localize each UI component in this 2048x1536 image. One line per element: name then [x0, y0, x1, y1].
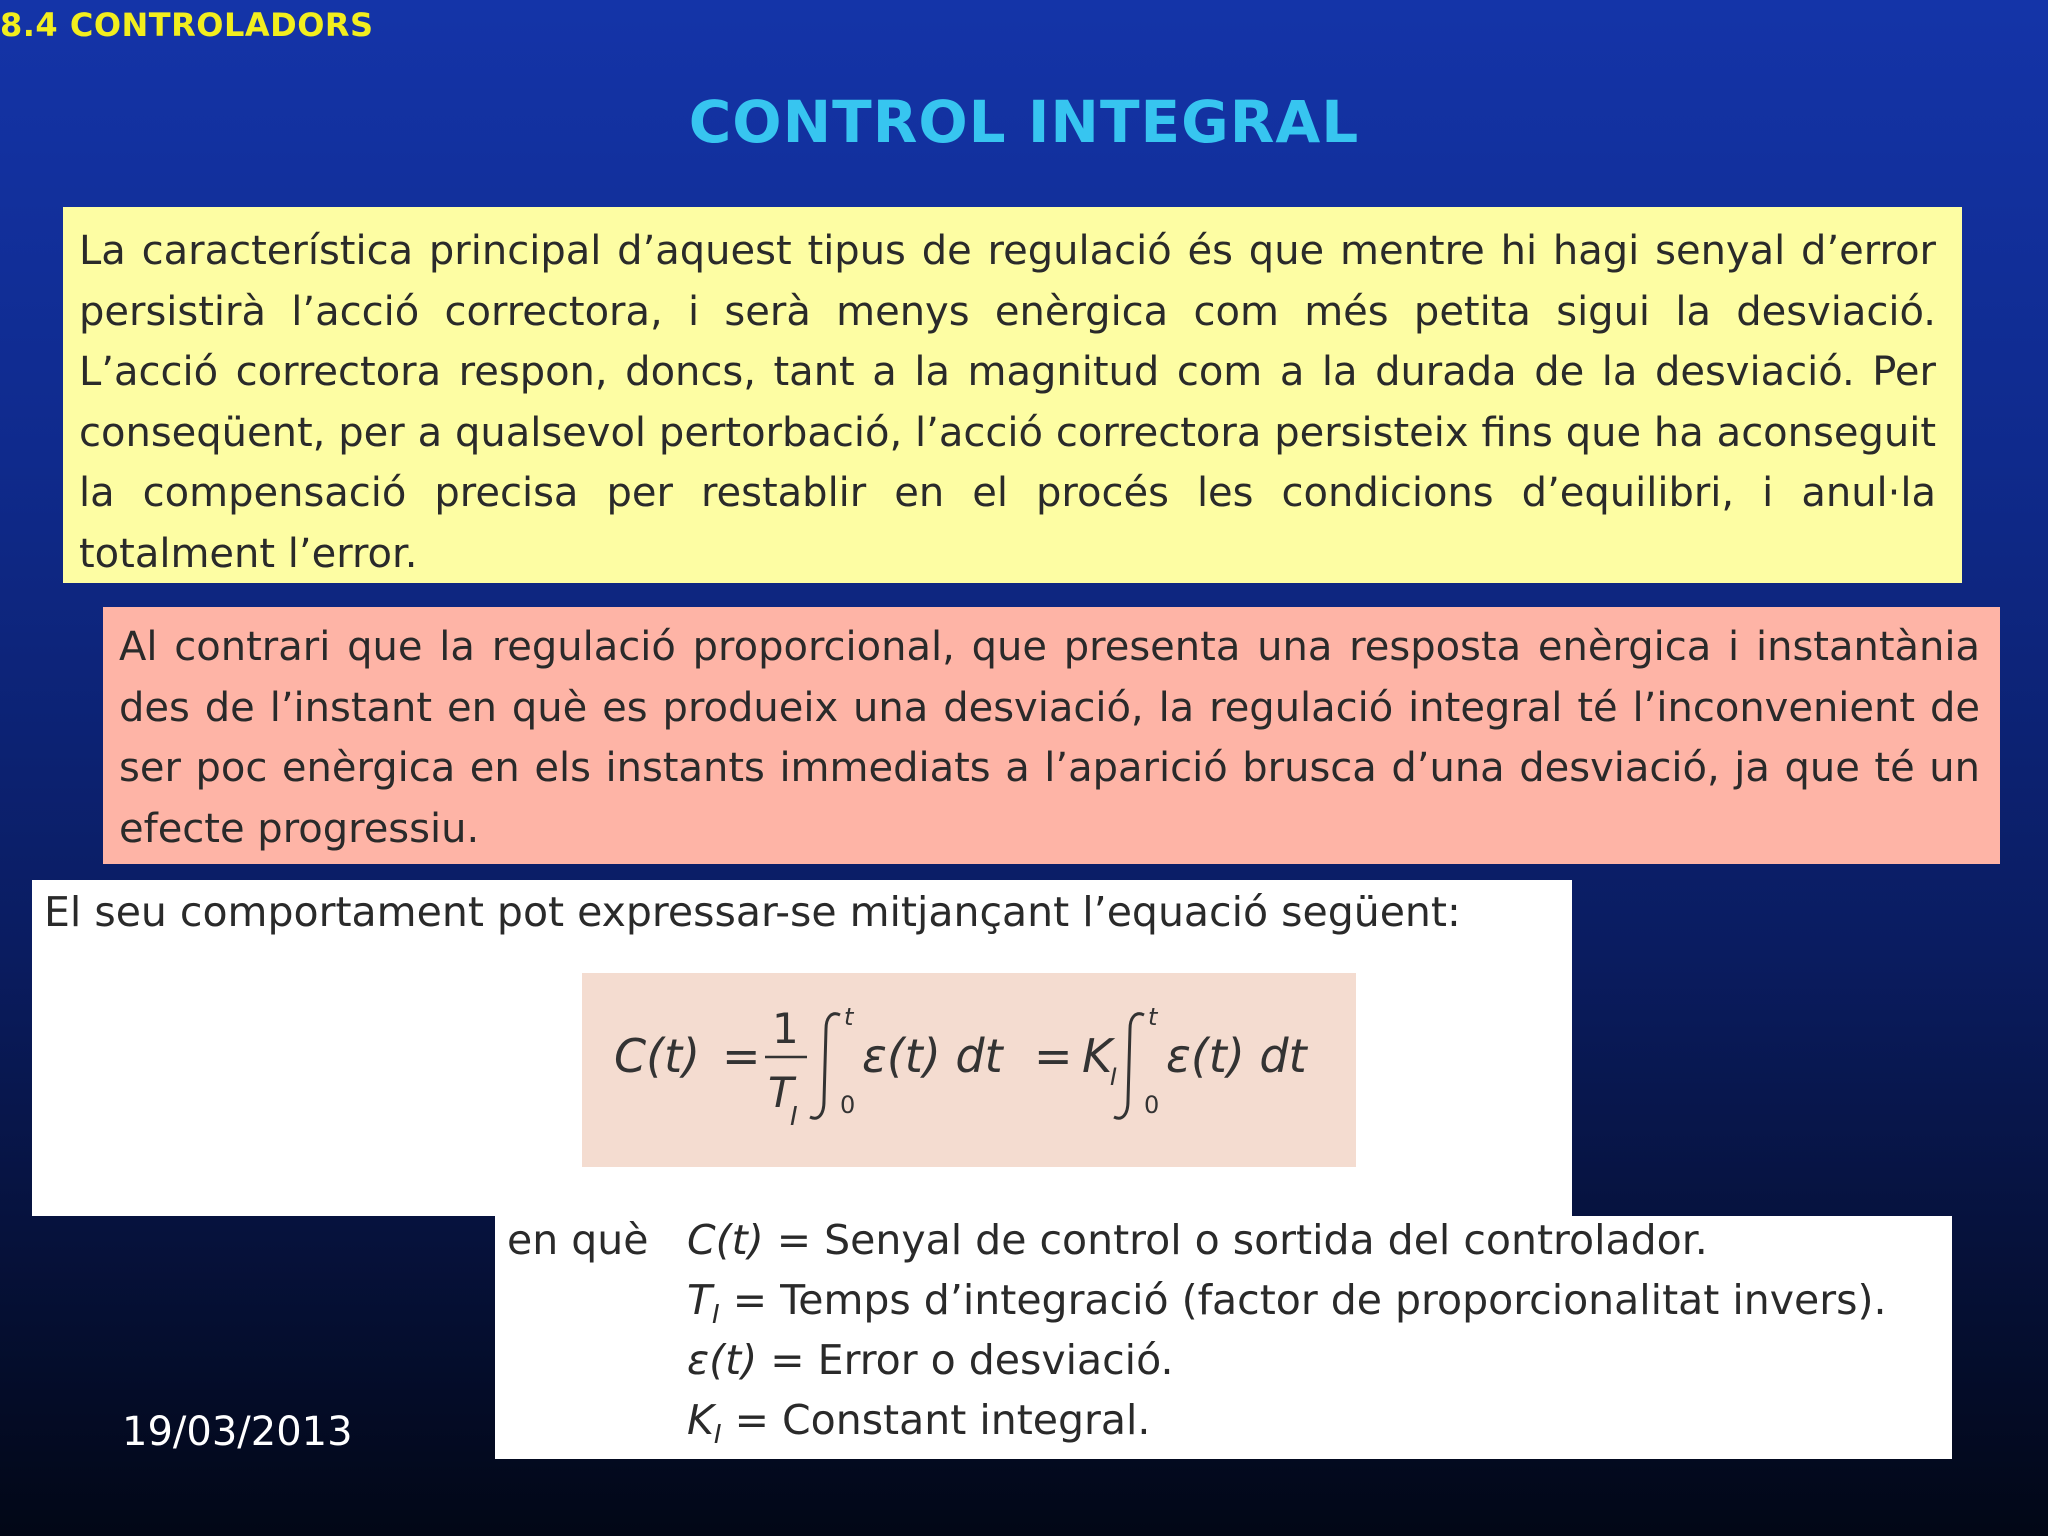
- legend-lead: en què: [507, 1216, 649, 1264]
- fraction-denominator: T: [768, 1068, 794, 1117]
- equation-intro: El seu comportament pot expressar-se mitjançant l’equació següent:: [44, 888, 1461, 936]
- gain-sub: I: [1110, 1063, 1118, 1091]
- integrand-1: ε(t) dt: [862, 1029, 1003, 1083]
- legend-text: = Senyal de control o sortida del controlador.: [776, 1216, 1708, 1264]
- legend-item: [687, 1396, 1150, 1450]
- legend-item: [687, 1336, 1173, 1384]
- integral-sign-1: [810, 1014, 840, 1118]
- legend-text: = Constant integral.: [734, 1396, 1151, 1444]
- equation-box: [582, 973, 1356, 1167]
- legend-symbol-sub: I: [713, 1420, 722, 1451]
- legend-item: [687, 1216, 1708, 1264]
- definition-text: La característica principal d’aquest tipus de regulació és que mentre hi hagi senyal d’error persistirà l’acció correctora, i serà menys enèrgica com més petita sigui la desviació. L’acció correctora respon, doncs, tant a la magnitud com a la durada de la desviació. Per conseqüent, per a qualsevol pertorbació, l’acció correctora persisteix fins que ha aconseguit la compensació precisa per restablir en el procés les condicions d’equilibri, i anul·la totalment l’error.: [79, 228, 1936, 577]
- integral-sign-2: [1114, 1014, 1144, 1118]
- slide-title: CONTROL INTEGRAL: [688, 88, 1360, 156]
- integrand-2: ε(t) dt: [1166, 1029, 1307, 1083]
- legend-text: = Error o desviació.: [770, 1336, 1174, 1384]
- legend-symbol-sub: I: [712, 1300, 720, 1331]
- definition-box: [63, 207, 1962, 583]
- drawback-box: [103, 607, 2000, 864]
- integral-equation: [582, 973, 1356, 1167]
- legend-panel: [495, 1216, 1952, 1459]
- integral-lower-2: 0: [1144, 1091, 1160, 1119]
- integral-lower-1: 0: [840, 1091, 856, 1119]
- integral-upper-2: t: [1148, 1003, 1158, 1031]
- drawback-text: Al contrari que la regulació proporcional, que presenta una resposta enèrgica i instantània des de l’instant en què es produeix una desviació, la regulació integral té l’inconvenient de ser poc enèrgica en els instants immediats a l’aparició brusca d’una desviació, ja que té un efecte progressiu.: [119, 624, 1980, 852]
- section-label: 8.4 CONTROLADORS: [0, 6, 374, 44]
- equation-equals-1: =: [722, 1029, 761, 1083]
- equation-lhs: C(t): [614, 1029, 701, 1083]
- integral-upper-1: t: [844, 1003, 854, 1031]
- slide-date: 19/03/2013: [122, 1409, 353, 1455]
- equation-panel: [32, 880, 1572, 1216]
- legend-item: [687, 1276, 1887, 1330]
- legend-symbol: K: [687, 1396, 714, 1444]
- fraction-denominator-sub: I: [790, 1102, 798, 1132]
- gain-symbol: K: [1082, 1029, 1113, 1083]
- legend-symbol: ε(t): [687, 1336, 758, 1384]
- legend-symbol: T: [687, 1276, 713, 1324]
- legend-text: = Temps d’integració (factor de proporcionalitat invers).: [732, 1276, 1887, 1324]
- equation-equals-2: =: [1034, 1029, 1073, 1083]
- legend-symbol: C(t): [687, 1216, 764, 1264]
- fraction-numerator: 1: [772, 1004, 799, 1053]
